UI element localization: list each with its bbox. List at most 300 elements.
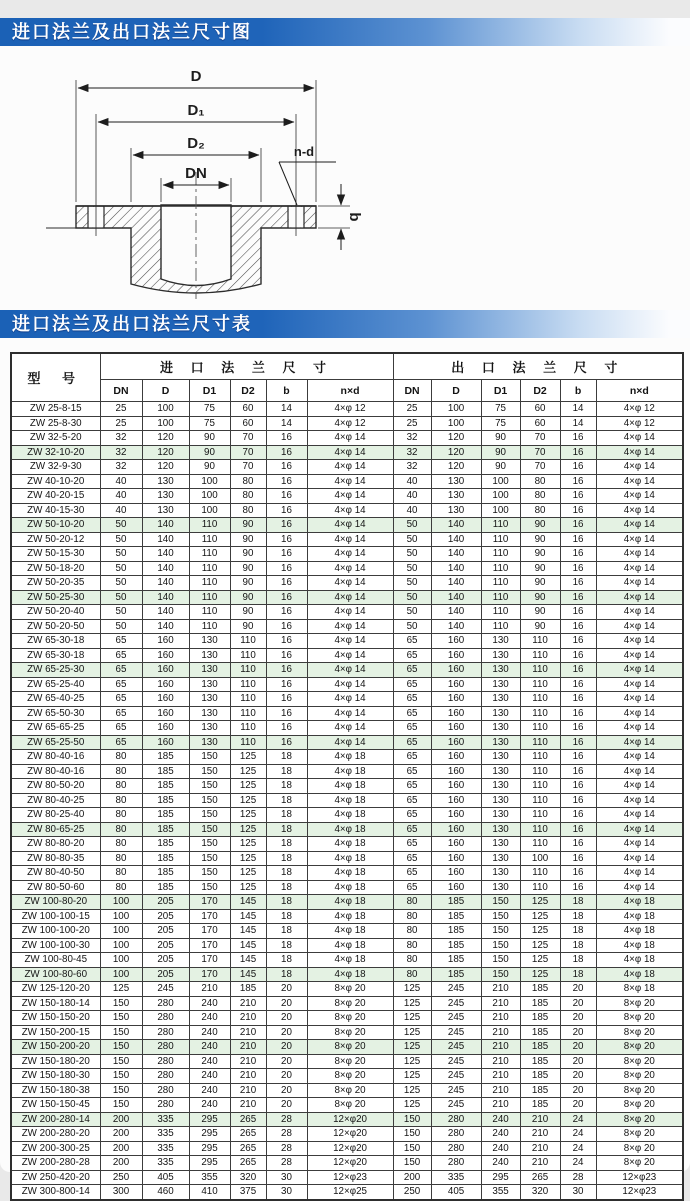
- table-row: [11, 619, 683, 634]
- dimension-cell: 24: [560, 1156, 596, 1171]
- dimension-cell: 160: [431, 663, 481, 678]
- dimension-cell: 16: [266, 445, 307, 460]
- dimension-cell: 40: [393, 474, 431, 489]
- dimension-cell: 4×φ 14: [596, 750, 683, 765]
- dimension-cell: 160: [142, 706, 189, 721]
- dimension-cell: 295: [189, 1156, 230, 1171]
- dimension-cell: 110: [189, 547, 230, 562]
- dimension-cell: 160: [431, 677, 481, 692]
- dimension-cell: 185: [431, 909, 481, 924]
- model-cell: ZW 250-420-20: [11, 1170, 100, 1185]
- inlet-col-d: D: [142, 380, 189, 402]
- table-row: [11, 909, 683, 924]
- dimension-cell: 65: [100, 692, 142, 707]
- dimension-cell: 18: [266, 750, 307, 765]
- outlet-col-dn: DN: [393, 380, 431, 402]
- dimension-cell: 100: [431, 416, 481, 431]
- dimension-cell: 4×φ 12: [307, 416, 393, 431]
- dimension-cell: 70: [230, 445, 266, 460]
- dimension-cell: 160: [142, 663, 189, 678]
- flange-table-body: [11, 402, 683, 1200]
- dimension-cell: 150: [100, 1054, 142, 1069]
- dimension-cell: 65: [393, 837, 431, 852]
- dimension-cell: 280: [431, 1112, 481, 1127]
- dimension-cell: 4×φ 14: [596, 489, 683, 504]
- dimension-cell: 4×φ 14: [307, 605, 393, 620]
- dimension-cell: 65: [100, 648, 142, 663]
- dimension-cell: 80: [393, 967, 431, 982]
- dimension-cell: 245: [142, 982, 189, 997]
- dimension-cell: 4×φ 18: [307, 938, 393, 953]
- dimension-cell: 16: [266, 619, 307, 634]
- dimension-cell: 18: [266, 822, 307, 837]
- dimension-cell: 8×φ 20: [596, 1127, 683, 1142]
- model-cell: ZW 100-80-60: [11, 967, 100, 982]
- dimension-cell: 4×φ 18: [596, 953, 683, 968]
- table-row: [11, 474, 683, 489]
- dimension-cell: 16: [560, 837, 596, 852]
- table-section-title-bar: [0, 310, 690, 338]
- dimension-cell: 130: [431, 503, 481, 518]
- dimension-cell: 8×φ 18: [596, 982, 683, 997]
- model-cell: ZW 65-30-18: [11, 648, 100, 663]
- inlet-group-header: 进 口 法 兰 尺 寸: [100, 353, 393, 380]
- dimension-cell: 130: [481, 750, 520, 765]
- dimension-cell: 80: [393, 953, 431, 968]
- dimension-cell: 265: [230, 1156, 266, 1171]
- dimension-cell: 50: [100, 605, 142, 620]
- table-row: [11, 1040, 683, 1055]
- dimension-cell: 20: [560, 1040, 596, 1055]
- dim-label-dn: DN: [185, 165, 207, 182]
- dimension-cell: 200: [393, 1170, 431, 1185]
- table-row: [11, 1156, 683, 1171]
- dimension-cell: 18: [266, 924, 307, 939]
- inlet-col-dn: DN: [100, 380, 142, 402]
- dimension-cell: 18: [266, 779, 307, 794]
- dimension-cell: 80: [100, 880, 142, 895]
- dimension-cell: 250: [393, 1185, 431, 1200]
- dimension-cell: 8×φ 20: [307, 1054, 393, 1069]
- dimension-cell: 4×φ 14: [596, 518, 683, 533]
- dimension-cell: 205: [142, 909, 189, 924]
- model-cell: ZW 150-180-30: [11, 1069, 100, 1084]
- dimension-cell: 240: [189, 1025, 230, 1040]
- dimension-cell: 185: [431, 924, 481, 939]
- dimension-cell: 8×φ 20: [596, 1141, 683, 1156]
- dimension-cell: 110: [520, 822, 560, 837]
- dimension-cell: 32: [393, 431, 431, 446]
- table-row: [11, 953, 683, 968]
- dimension-cell: 30: [266, 1170, 307, 1185]
- dimension-cell: 125: [230, 880, 266, 895]
- dimension-cell: 125: [520, 938, 560, 953]
- model-cell: ZW 50-20-40: [11, 605, 100, 620]
- dimension-cell: 8×φ 20: [596, 1069, 683, 1084]
- dimension-cell: 240: [481, 1112, 520, 1127]
- dimension-cell: 140: [431, 576, 481, 591]
- dimension-cell: 130: [481, 634, 520, 649]
- dimension-cell: 4×φ 18: [596, 938, 683, 953]
- dimension-cell: 8×φ 20: [596, 1083, 683, 1098]
- dimension-cell: 125: [393, 1098, 431, 1113]
- dimension-cell: 90: [230, 576, 266, 591]
- dimension-cell: 16: [266, 431, 307, 446]
- dimension-cell: 160: [431, 866, 481, 881]
- table-row: [11, 1083, 683, 1098]
- dimension-cell: 265: [230, 1141, 266, 1156]
- model-cell: ZW 32-10-20: [11, 445, 100, 460]
- dimension-cell: 150: [481, 938, 520, 953]
- dimension-cell: 16: [266, 634, 307, 649]
- model-cell: ZW 50-10-20: [11, 518, 100, 533]
- dimension-cell: 80: [100, 808, 142, 823]
- table-row: [11, 822, 683, 837]
- dimension-cell: 28: [266, 1156, 307, 1171]
- dimension-cell: 65: [393, 634, 431, 649]
- dimension-cell: 4×φ 14: [596, 474, 683, 489]
- dimension-cell: 16: [266, 590, 307, 605]
- dimension-cell: 70: [520, 431, 560, 446]
- table-row: [11, 764, 683, 779]
- dimension-cell: 8×φ 20: [596, 996, 683, 1011]
- model-cell: ZW 50-20-50: [11, 619, 100, 634]
- dimension-cell: 20: [560, 982, 596, 997]
- dimension-cell: 355: [481, 1185, 520, 1200]
- dimension-cell: 130: [431, 489, 481, 504]
- dimension-cell: 125: [100, 982, 142, 997]
- dimension-cell: 375: [230, 1185, 266, 1200]
- table-row: [11, 518, 683, 533]
- dimension-cell: 4×φ 18: [307, 909, 393, 924]
- dimension-cell: 110: [230, 692, 266, 707]
- dimension-cell: 40: [393, 489, 431, 504]
- dimension-cell: 185: [520, 982, 560, 997]
- dimension-cell: 140: [431, 532, 481, 547]
- model-cell: ZW 32-5-20: [11, 431, 100, 446]
- table-row: [11, 1112, 683, 1127]
- dimension-cell: 125: [230, 866, 266, 881]
- dimension-cell: 20: [266, 1025, 307, 1040]
- dimension-cell: 210: [481, 1040, 520, 1055]
- model-cell: ZW 200-280-20: [11, 1127, 100, 1142]
- dimension-cell: 245: [431, 1098, 481, 1113]
- model-cell: ZW 150-180-14: [11, 996, 100, 1011]
- dimension-cell: 210: [230, 1040, 266, 1055]
- dimension-cell: 140: [431, 561, 481, 576]
- dimension-cell: 90: [481, 460, 520, 475]
- dimension-cell: 24: [560, 1141, 596, 1156]
- dimension-cell: 50: [393, 619, 431, 634]
- dimension-cell: 50: [393, 518, 431, 533]
- dimension-cell: 8×φ 20: [596, 1054, 683, 1069]
- dimension-cell: 245: [431, 996, 481, 1011]
- dimension-cell: 50: [393, 590, 431, 605]
- dimension-cell: 205: [142, 967, 189, 982]
- dimension-cell: 170: [189, 909, 230, 924]
- dimension-cell: 25: [100, 416, 142, 431]
- table-row: [11, 692, 683, 707]
- dimension-cell: 8×φ 20: [307, 1025, 393, 1040]
- dimension-cell: 65: [393, 764, 431, 779]
- model-cell: ZW 200-280-14: [11, 1112, 100, 1127]
- dimension-cell: 4×φ 14: [307, 518, 393, 533]
- dimension-cell: 185: [520, 1011, 560, 1026]
- model-cell: ZW 25-8-15: [11, 402, 100, 417]
- dimension-cell: 80: [100, 822, 142, 837]
- model-cell: ZW 80-65-25: [11, 822, 100, 837]
- dimension-cell: 150: [189, 808, 230, 823]
- dimension-cell: 65: [100, 735, 142, 750]
- model-cell: ZW 50-20-35: [11, 576, 100, 591]
- dimension-cell: 80: [230, 489, 266, 504]
- dimension-cell: 140: [142, 605, 189, 620]
- model-cell: ZW 150-150-20: [11, 1011, 100, 1026]
- dimension-cell: 90: [520, 547, 560, 562]
- dimension-cell: 20: [560, 996, 596, 1011]
- dimension-cell: 160: [142, 735, 189, 750]
- dimension-cell: 110: [481, 619, 520, 634]
- dimension-cell: 125: [520, 953, 560, 968]
- dimension-cell: 80: [100, 764, 142, 779]
- dimension-cell: 4×φ 14: [596, 532, 683, 547]
- dimension-cell: 150: [189, 866, 230, 881]
- dimension-cell: 160: [431, 880, 481, 895]
- dimension-cell: 130: [481, 866, 520, 881]
- dimension-cell: 120: [431, 460, 481, 475]
- dimension-cell: 75: [189, 402, 230, 417]
- dimension-cell: 130: [481, 793, 520, 808]
- dimension-cell: 140: [431, 590, 481, 605]
- dimension-cell: 18: [266, 895, 307, 910]
- dimension-cell: 32: [100, 460, 142, 475]
- dimension-cell: 140: [431, 605, 481, 620]
- dimension-cell: 20: [266, 1011, 307, 1026]
- dimension-cell: 18: [266, 851, 307, 866]
- dimension-cell: 320: [520, 1185, 560, 1200]
- dimension-cell: 16: [560, 503, 596, 518]
- dimension-cell: 16: [560, 663, 596, 678]
- dimension-cell: 110: [481, 518, 520, 533]
- dimension-cell: 80: [100, 793, 142, 808]
- dimension-cell: 160: [142, 648, 189, 663]
- dimension-cell: 210: [481, 996, 520, 1011]
- dimension-cell: 50: [393, 605, 431, 620]
- dimension-cell: 8×φ 20: [307, 1040, 393, 1055]
- dimension-cell: 65: [100, 663, 142, 678]
- dimension-cell: 4×φ 14: [596, 706, 683, 721]
- dimension-cell: 12×φ23: [596, 1170, 683, 1185]
- dimension-cell: 4×φ 18: [307, 851, 393, 866]
- dimension-cell: 150: [189, 851, 230, 866]
- dimension-cell: 200: [100, 1127, 142, 1142]
- dimension-cell: 240: [189, 1069, 230, 1084]
- dimension-cell: 200: [100, 1141, 142, 1156]
- dimension-cell: 130: [189, 634, 230, 649]
- dimension-cell: 150: [481, 924, 520, 939]
- dimension-cell: 130: [481, 808, 520, 823]
- table-row: [11, 895, 683, 910]
- dimension-cell: 90: [189, 431, 230, 446]
- model-cell: ZW 100-80-20: [11, 895, 100, 910]
- dimension-cell: 16: [560, 518, 596, 533]
- dimension-cell: 30: [560, 1185, 596, 1200]
- dimension-cell: 4×φ 14: [307, 460, 393, 475]
- dimension-cell: 50: [100, 532, 142, 547]
- dimension-cell: 125: [520, 909, 560, 924]
- dimension-cell: 295: [189, 1112, 230, 1127]
- dimension-cell: 4×φ 14: [596, 793, 683, 808]
- dimension-cell: 245: [431, 1025, 481, 1040]
- dimension-cell: 210: [481, 1069, 520, 1084]
- dimension-cell: 75: [189, 416, 230, 431]
- dimension-cell: 205: [142, 938, 189, 953]
- table-row: [11, 808, 683, 823]
- dimension-cell: 20: [266, 1083, 307, 1098]
- dimension-cell: 40: [393, 503, 431, 518]
- table-row: [11, 532, 683, 547]
- table-row: [11, 416, 683, 431]
- dimension-cell: 185: [520, 996, 560, 1011]
- dimension-cell: 28: [266, 1141, 307, 1156]
- dimension-cell: 125: [230, 779, 266, 794]
- dimension-cell: 265: [520, 1170, 560, 1185]
- model-cell: ZW 65-25-50: [11, 735, 100, 750]
- dimension-cell: 110: [520, 648, 560, 663]
- table-row: [11, 793, 683, 808]
- dimension-cell: 100: [100, 967, 142, 982]
- table-row: [11, 866, 683, 881]
- dimension-cell: 65: [393, 793, 431, 808]
- table-row: [11, 1069, 683, 1084]
- dimension-cell: 4×φ 14: [307, 735, 393, 750]
- dimension-cell: 8×φ 20: [307, 982, 393, 997]
- dimension-cell: 280: [142, 1054, 189, 1069]
- dimension-cell: 16: [560, 866, 596, 881]
- dimension-cell: 185: [142, 808, 189, 823]
- dimension-cell: 18: [266, 793, 307, 808]
- dimension-cell: 160: [431, 764, 481, 779]
- dimension-cell: 8×φ 20: [307, 996, 393, 1011]
- dimension-cell: 110: [481, 561, 520, 576]
- dimension-cell: 20: [560, 1083, 596, 1098]
- dimension-cell: 65: [393, 706, 431, 721]
- dimension-cell: 16: [560, 793, 596, 808]
- dimension-cell: 150: [481, 895, 520, 910]
- dimension-cell: 18: [266, 764, 307, 779]
- dimension-cell: 160: [431, 706, 481, 721]
- dimension-cell: 110: [189, 590, 230, 605]
- dimension-cell: 18: [266, 967, 307, 982]
- table-row: [11, 1127, 683, 1142]
- dimension-cell: 50: [100, 561, 142, 576]
- dimension-cell: 4×φ 14: [596, 735, 683, 750]
- dimension-cell: 150: [100, 1011, 142, 1026]
- dimension-cell: 185: [230, 982, 266, 997]
- dimension-cell: 265: [230, 1112, 266, 1127]
- dimension-cell: 16: [560, 576, 596, 591]
- inlet-col-d2: D2: [230, 380, 266, 402]
- dimension-cell: 130: [189, 706, 230, 721]
- dimension-cell: 210: [481, 1098, 520, 1113]
- dimension-cell: 160: [431, 692, 481, 707]
- dimension-cell: 100: [189, 503, 230, 518]
- dimension-cell: 130: [189, 663, 230, 678]
- dimension-cell: 150: [481, 967, 520, 982]
- dimension-cell: 4×φ 14: [596, 547, 683, 562]
- dimension-cell: 4×φ 14: [596, 779, 683, 794]
- model-cell: ZW 80-80-20: [11, 837, 100, 852]
- model-cell: ZW 200-300-25: [11, 1141, 100, 1156]
- table-row: [11, 561, 683, 576]
- dimension-cell: 4×φ 14: [596, 431, 683, 446]
- dimension-cell: 150: [100, 996, 142, 1011]
- dimension-cell: 16: [266, 489, 307, 504]
- dimension-cell: 20: [266, 982, 307, 997]
- outlet-col-b: b: [560, 380, 596, 402]
- diagram-section-title: 进口法兰及出口法兰尺寸图: [12, 22, 252, 42]
- dimension-cell: 16: [560, 721, 596, 736]
- dimension-cell: 60: [520, 416, 560, 431]
- dimension-cell: 110: [520, 837, 560, 852]
- dimension-cell: 150: [189, 764, 230, 779]
- dimension-cell: 20: [266, 1054, 307, 1069]
- dimension-cell: 110: [520, 706, 560, 721]
- dimension-cell: 160: [142, 721, 189, 736]
- dimension-cell: 110: [189, 619, 230, 634]
- table-row: [11, 1098, 683, 1113]
- model-cell: ZW 150-150-45: [11, 1098, 100, 1113]
- dimension-cell: 125: [393, 996, 431, 1011]
- dimension-cell: 140: [431, 619, 481, 634]
- dimension-cell: 240: [481, 1127, 520, 1142]
- table-row: [11, 779, 683, 794]
- dimension-cell: 125: [393, 1011, 431, 1026]
- dimension-cell: 185: [142, 793, 189, 808]
- model-cell: ZW 65-50-30: [11, 706, 100, 721]
- dimension-cell: 65: [393, 735, 431, 750]
- dimension-cell: 25: [393, 416, 431, 431]
- outlet-col-d2: D2: [520, 380, 560, 402]
- dimension-cell: 16: [266, 721, 307, 736]
- dimension-cell: 20: [560, 1025, 596, 1040]
- dimension-cell: 125: [393, 1083, 431, 1098]
- dimension-cell: 185: [431, 895, 481, 910]
- dimension-cell: 110: [189, 518, 230, 533]
- dimension-cell: 4×φ 18: [596, 967, 683, 982]
- dimension-cell: 185: [520, 1025, 560, 1040]
- dimension-cell: 150: [481, 953, 520, 968]
- dimension-cell: 4×φ 12: [307, 402, 393, 417]
- dimension-cell: 90: [230, 532, 266, 547]
- dimension-cell: 65: [393, 677, 431, 692]
- dimension-cell: 160: [431, 648, 481, 663]
- dimension-cell: 25: [100, 402, 142, 417]
- dimension-cell: 28: [560, 1170, 596, 1185]
- dimension-cell: 8×φ 20: [596, 1156, 683, 1171]
- dimension-cell: 100: [481, 474, 520, 489]
- dim-label-b: b: [346, 212, 363, 222]
- dimension-cell: 4×φ 18: [596, 895, 683, 910]
- model-cell: ZW 80-40-50: [11, 866, 100, 881]
- dimension-cell: 16: [560, 445, 596, 460]
- dimension-cell: 130: [142, 474, 189, 489]
- dimension-cell: 130: [481, 880, 520, 895]
- table-row: [11, 938, 683, 953]
- dimension-cell: 4×φ 14: [596, 460, 683, 475]
- flange-cross-section: [46, 205, 316, 293]
- dimension-cell: 18: [266, 938, 307, 953]
